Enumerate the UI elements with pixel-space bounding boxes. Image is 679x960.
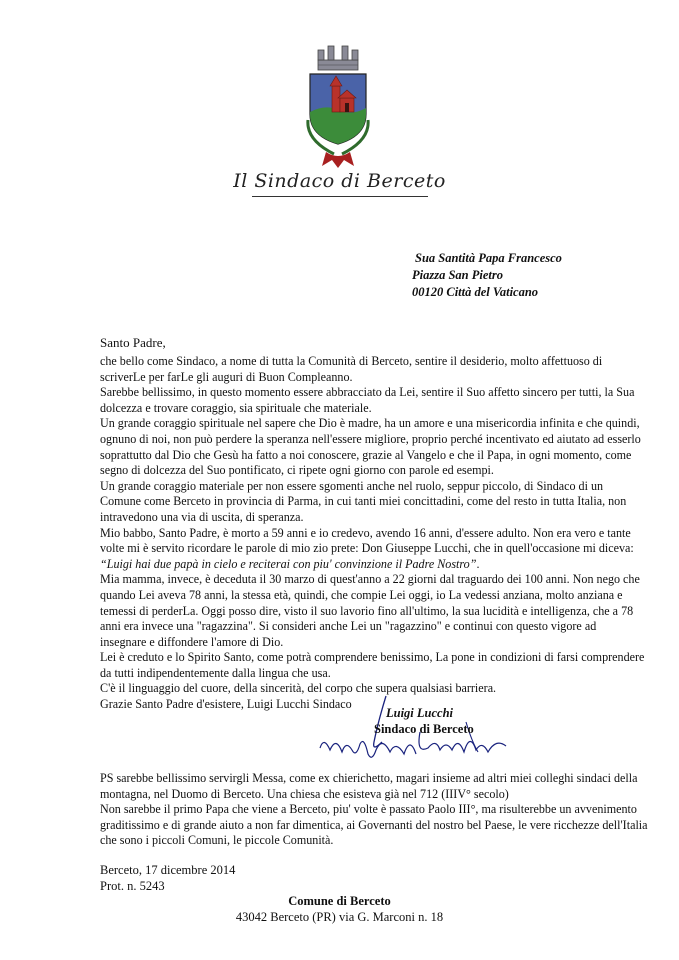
crown-icon — [318, 46, 358, 70]
coat-of-arms-icon — [296, 40, 380, 172]
dateline — [100, 862, 235, 894]
postscript-paragraph: PS sarebbe bellissimo servirgli Messa, come ex chierichetto, magari insieme ad altri miei colleghi sindaci della montagna, nel Duomo di Berceto. Una chiesa che esisteva già nel 712 (IIIV° secolo) — [100, 771, 638, 801]
body-paragraph — [100, 526, 645, 573]
body-paragraph: che bello come Sindaco, a nome di tutta la Comunità di Berceto, sentire il desiderio, molto affettuoso di scriverLe per farLe gli auguri di Buon Compleanno. — [100, 354, 603, 384]
body-paragraph: Mia mamma, invece, è deceduta il 30 marzo di quest'anno a 22 giorni dal traguardo dei 100 anni. Non nego che quando Lei aveva 78 anni, la stessa età, quindi, che compie Lei oggi, io La vedessi anziana, molto anziana e temessi di perderLa. Oggi posso dire, visto il suo lavorio fino all'ultimo, la sua lucidità e intelligenza, che a 78 anni era invece una "ragazzina". Si consideri anche Lei un "ragazzino" e continui con questo vigore ad insegnare e diffondere l'amore di Dio. — [100, 572, 640, 649]
body-paragraph: Un grande coraggio materiale per non essere sgomenti anche nel ruolo, seppur piccolo, di Sindaco di un Comune come Berceto in provincia di Parma, in cui tanti miei concittadini, come del resto in tutta Italia, non intravedono una via di uscita, di speranza. — [100, 478, 627, 524]
footer-org: Comune di Berceto — [288, 894, 391, 908]
postscript — [100, 771, 650, 849]
letter-date: Berceto, 17 dicembre 2014 — [100, 863, 236, 877]
salutation: Santo Padre, — [100, 335, 166, 350]
signatory-name: Luigi Lucchi — [386, 706, 454, 720]
recipient-line: Sua Santità Papa Francesco — [415, 251, 562, 265]
signature-block — [374, 705, 474, 737]
body-text: Mio babbo, Santo Padre, è morto a 59 anni e io credevo, avendo 16 anni, d'essere adulto. Non era vero e tante volte mi è servito ricordare le parole di mio zio prete: Don Giuseppe Lucchi, che in quell'occasione mi diceva: — [100, 525, 634, 556]
protocol-number: Prot. n. 5243 — [100, 879, 165, 893]
body-paragraph: Sarebbe bellissimo, in questo momento essere abbracciato da Lei, sentire il Suo affetto sincero per tutti, la Sua dolcezza e trovare coraggio, sia spirituale che materiale. — [100, 385, 635, 415]
body-paragraph: Lei è creduto e lo Spirito Santo, come potrà comprendere benissimo, La pone in condizioni di farsi comprendere da tutti indipendentemente dalla lingua che usa. — [100, 650, 645, 680]
recipient-address — [412, 250, 662, 301]
letter-body — [100, 354, 645, 713]
signatory-role: Sindaco di Berceto — [374, 722, 474, 736]
footer — [0, 893, 679, 925]
recipient-line: Piazza San Pietro — [412, 268, 503, 282]
body-paragraph: Un grande coraggio spirituale nel sapere che Dio è madre, ha un amore e una misericordia infinita e che quindi, ognuno di noi, non può perdere la speranza nell'essere migliore, proprio perché incentivato ed aiutato ad esserlo soprattutto dal Dio che Gesù ha fatto a noi conoscere, grazie al Vangelo e che il Papa, in ogni momento, come segno di dolcezza del Suo pontificato, ci ripete ogni giorno con parole ed esempi. — [100, 416, 641, 478]
letterhead-title: Il Sindaco di Berceto — [233, 170, 446, 192]
recipient-line: 00120 Città del Vaticano — [412, 285, 539, 299]
body-paragraph: Grazie Santo Padre d'esistere, Luigi Lucchi Sindaco — [100, 697, 352, 712]
quoted-text: “Luigi hai due papà in cielo e reciterai con piu' convinzione il Padre Nostro” — [100, 556, 477, 571]
footer-address: 43042 Berceto (PR) via G. Marconi n. 18 — [235, 910, 444, 924]
postscript-paragraph: Non sarebbe il primo Papa che viene a Berceto, piu' volte è passato Paolo III°, ma risulterebbe un avvenimento graditissimo e di grande aiuto a non far dimentica, ai Governanti del nostro bel Paese, le vere ricchezze dell'Italia che sono i piccoli Comuni, le piccole Comunità. — [100, 802, 648, 848]
letterhead-divider — [252, 196, 428, 197]
body-paragraph: C'è il linguaggio del cuore, della sincerità, del corpo che supera qualsiasi barriera. — [100, 681, 497, 696]
body-text: . — [476, 556, 480, 571]
